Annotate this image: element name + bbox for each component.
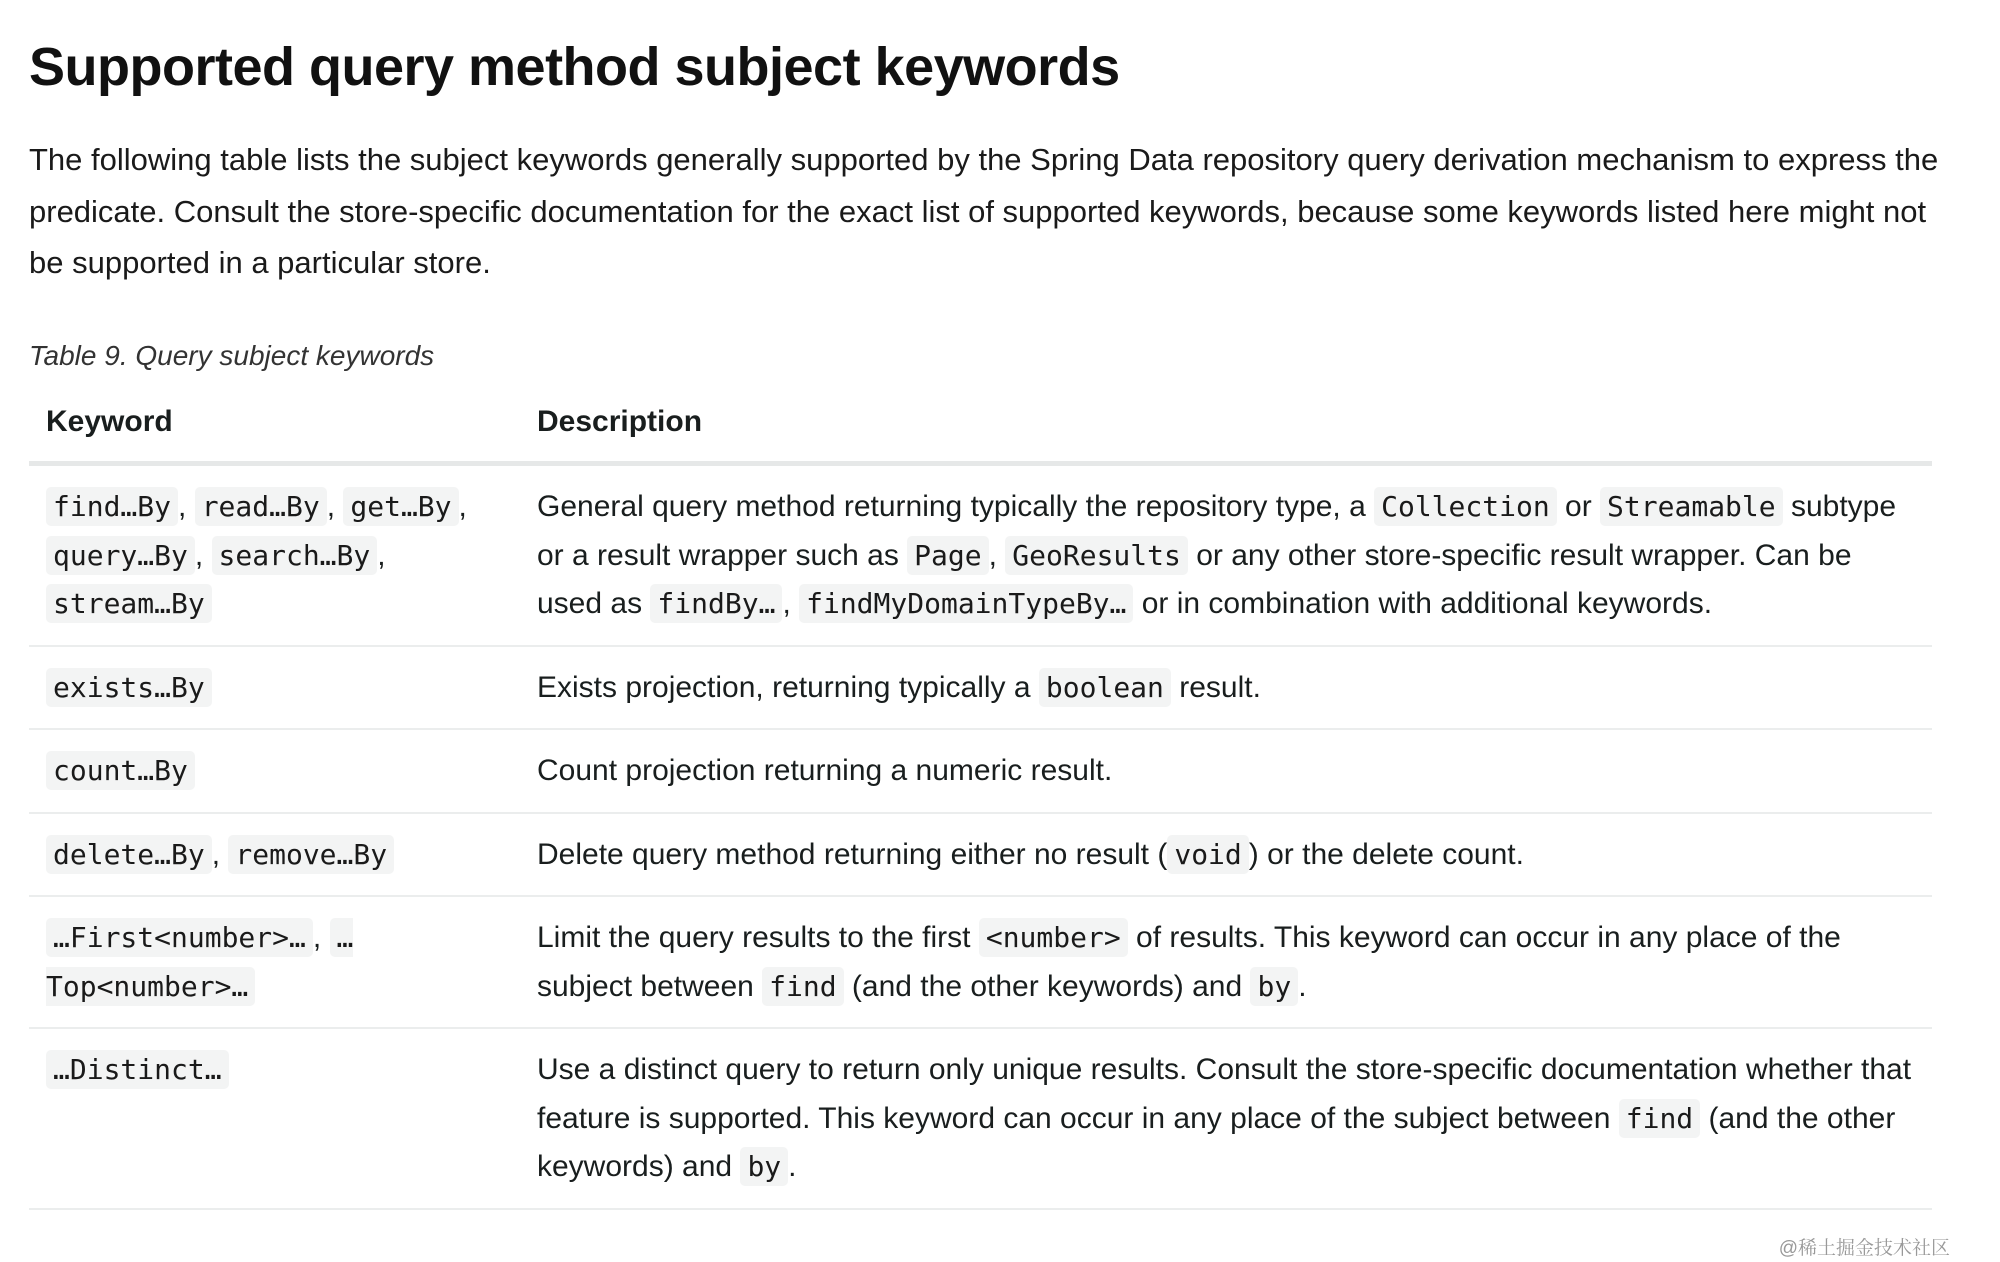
text-segment: Count projection returning a numeric result. [537,754,1113,787]
text-segment: or in combination with additional keywords. [1133,587,1713,620]
header-description: Description [520,388,1932,464]
inline-code: findBy… [650,584,782,623]
text-segment: Limit the query results to the first [537,921,979,954]
text-segment: subtype or a result wrapper such as [537,490,1897,572]
inline-code: boolean [1039,668,1171,707]
inline-code: find…By [46,487,178,526]
text-segment: , [782,587,800,620]
keyword-cell [29,896,520,1028]
text-segment: , [312,921,330,954]
inline-code: by [1250,967,1298,1006]
text-segment: Use a distinct query to return only unique results. Consult the store-specific documentation whether that feature is supported. This keyword can occur in any place of the subject between [537,1053,1912,1135]
table-row [29,813,1932,897]
inline-code: Page [907,536,988,575]
keywords-table [29,388,1932,1210]
inline-code: GeoResults [1005,536,1188,575]
table-header-row [29,388,1932,464]
keyword-cell [29,813,520,897]
text-segment: or [1556,490,1601,523]
text-segment: of results. This keyword can occur in any place of the subject between [537,921,1841,1003]
inline-code: …First<number>… [46,918,313,957]
inline-code: search…By [212,536,378,575]
text-segment: , [326,490,344,523]
text-segment: , [194,538,212,572]
text-segment: , [377,538,386,572]
table-row [29,729,1932,813]
inline-code: get…By [343,487,458,526]
inline-code: exists…By [46,668,212,707]
inline-code: query…By [46,536,195,575]
header-keyword: Keyword [29,388,520,464]
description-cell [520,729,1932,813]
text-segment: , [211,837,229,871]
text-segment: ) or the delete count. [1248,837,1524,871]
text-segment: , [458,490,467,523]
inline-code: <number> [979,918,1128,957]
inline-code: stream…By [46,584,212,623]
inline-code: …Top<number>… [46,918,353,1006]
inline-code: findMyDomainTypeBy… [799,584,1133,623]
table-row [29,896,1932,1028]
inline-code: Streamable [1600,487,1783,526]
keyword-cell [29,729,520,813]
inline-code: find [1619,1099,1700,1138]
keyword-cell [29,646,520,730]
table-row [29,464,1932,646]
table-row [29,1028,1932,1209]
text-segment: (and the other keywords) and [537,1101,1896,1183]
description-cell [520,813,1932,897]
page-title: Supported query method subject keywords [29,37,1120,97]
text-segment: General query method returning typically the repository type, a [537,490,1375,523]
text-segment: Exists projection, returning typically a [537,670,1039,704]
inline-code: find [762,967,843,1006]
inline-code: count…By [46,751,195,790]
inline-code: Collection [1374,487,1557,526]
inline-code: read…By [195,487,327,526]
inline-code: …Distinct… [46,1050,229,1089]
inline-code: remove…By [228,835,394,874]
text-segment: . [788,1150,797,1183]
text-segment: . [1298,969,1307,1003]
intro-paragraph: The following table lists the subject keywords generally supported by the Spring Data repository query derivation mechanism to express the predicate. Consult the store-specific documentation for the exact list of supported keywords, because some keywords listed here might not be supported in a particular store. [29,142,1939,280]
description-cell [520,1028,1932,1209]
keyword-cell [29,1028,520,1209]
text-segment: Delete query method returning either no result ( [537,837,1168,871]
description-cell [520,646,1932,730]
text-segment: , [988,538,1006,572]
description-cell [520,464,1932,646]
inline-code: by [740,1147,788,1186]
table-caption: Table 9. Query subject keywords [29,340,435,371]
watermark: @稀土掘金技术社区 [1778,1238,1950,1259]
text-segment: , [178,490,195,523]
text-segment: or any other store-specific result wrapper. Can be used as [537,538,1852,620]
keyword-cell [29,464,520,646]
description-cell [520,896,1932,1028]
inline-code: void [1167,835,1248,874]
table-row [29,646,1932,730]
inline-code: delete…By [46,835,212,874]
text-segment: (and the other keywords) and [843,969,1251,1003]
text-segment: result. [1170,670,1261,704]
